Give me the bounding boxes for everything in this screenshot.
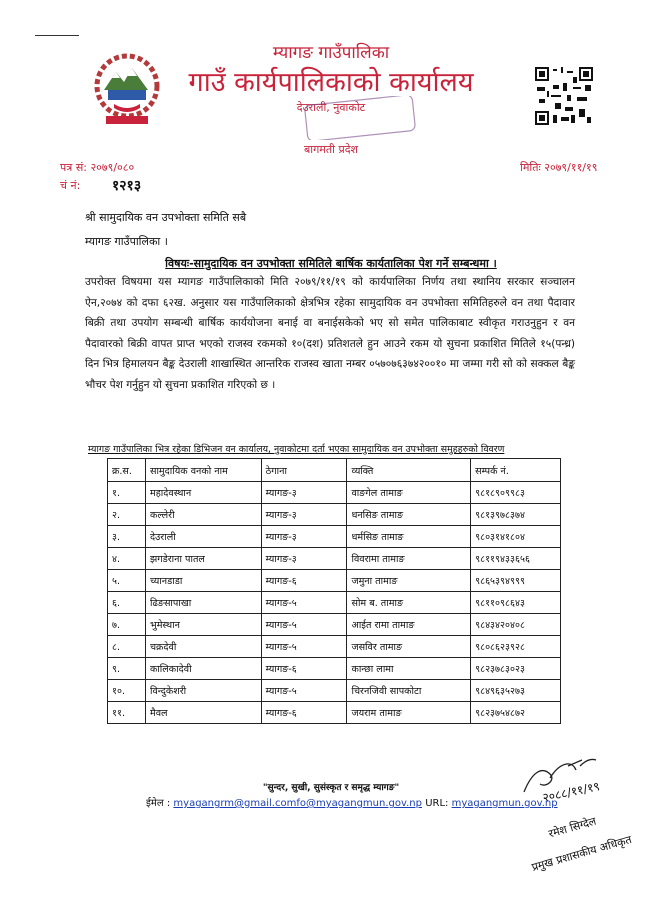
table-cell: ९८४३४२०४०८ [471,614,561,636]
table-header-row [108,459,561,482]
website-link[interactable]: myagangmun.gov.np [451,798,558,809]
contact-line [146,795,558,809]
table-cell: सोम ब. तामाङ [347,592,471,614]
table-cell: ढिङसापाखा [145,592,261,614]
table-cell: कान्छा लामा [347,658,471,680]
header-cell: व्यक्ति [347,459,471,482]
body-paragraph: उपरोक्त विषयमा यस म्यागङ गाउँपालिकाको मिति २०७९/११/१९ को कार्यपालिका निर्णय तथा स्थानिय सरकार सञ्चालन ऐन,२०७४ को दफा ६२ख. अनुसार यस गाउँपालिकाको क्षेत्रभित्र रहेका सामुदायिक वन उपभोक्ता समितिहरुले वन तथा पैदावार बिक्री तथा उपयोग सम्बन्धी बार्षिक कार्ययोजना बनाई वा बनाईसकेको भए सो समेत पालिकाबाट स्वीकृत गराउनुहुन र वन पैदावारको बिक्री वापत प्राप्त भएको राजस्व रकमको १०(दश) प्रतिशतले हुन आउने रकम यो सुचना प्रकाशित मितिले १५(पन्ध्र) दिन भित्र हिमालयन बैङ्क देउराली शाखास्थित आन्तरिक राजस्व खाता नम्बर ०५७०७६३७४२००१० मा जम्मा गरी सो को सक्कल बैङ्क भौचर पेश गर्नुहुन यो सुचना प्रकाशित गरिएको छ । [85,276,575,391]
subject-line: विषयः-सामुदायिक वन उपभोक्ता समितिले बार्षिक कार्यतालिका पेश गर्ने सम्बन्धमा । [165,257,497,270]
table-cell: ९८२३७५४८७२ [471,702,561,724]
table-cell: म्यागङ-५ [261,680,347,702]
municipality-name: म्यागङ गाउँपालिका [272,43,390,63]
table-row [108,526,561,548]
table-cell: झगडेराना पातल [145,548,261,570]
table-cell: ६. [108,592,146,614]
recipient-line-1: श्री सामुदायिक वन उपभोक्ता समिति सबै [85,211,247,224]
table-cell: आईत रामा तामाङ [347,614,471,636]
table-cell: ९८६५३९४९९९ [471,570,561,592]
signatory-title: प्रमुख प्रशासकीय अधिकृत [530,833,634,874]
recipient-line-2: म्यागङ गाउँपालिका । [85,235,168,248]
email-link[interactable]: myagangrm@gmail.comfo@myagangmun.gov.np [173,798,422,809]
table-cell: देउराली [145,526,261,548]
province-name: बागमती प्रदेश [303,143,359,156]
signatory-name: रमेश सिग्देल [547,814,598,841]
table-cell: धनसिङ तामाङ [347,504,471,526]
header-cell: क्र.स. [108,459,146,482]
table-row [108,702,561,724]
header-cell: सम्पर्क नं. [471,459,561,482]
table-cell: भुमेस्थान [145,614,261,636]
table-row [108,570,561,592]
table-cell: म्यागङ-५ [261,592,347,614]
table-cell: म्यागङ-५ [261,614,347,636]
table-cell: ९८२३७८३०२३ [471,658,561,680]
dispatch-label: चं नं: [60,179,81,192]
forest-group-table [107,458,561,724]
table-cell: ७. [108,614,146,636]
header-cell: ठेगाना [261,459,347,482]
table-row [108,482,561,504]
table-cell: कालिकादेवी [145,658,261,680]
table-cell: विन्दुकेशरी [145,680,261,702]
table-cell: म्यागङ-६ [261,702,347,724]
table-cell: २. [108,504,146,526]
margin-mark [35,35,79,36]
letter-date: मितिः २०७९/११/१९ [520,161,598,174]
table-cell: म्यागङ-६ [261,570,347,592]
table-cell: १. [108,482,146,504]
table-cell: चक्रदेवी [145,636,261,658]
table-cell: मैवल [145,702,261,724]
table-cell: ९८११९४३३६५६ [471,548,561,570]
table-cell: ४. [108,548,146,570]
dispatch-number: १२१३ [112,178,142,194]
table-cell: ८. [108,636,146,658]
table-cell: च्यानडाडा [145,570,261,592]
table-cell: धर्मसिङ तामाङ [347,526,471,548]
municipality-motto: "सुन्दर, सुखी, सुसंस्कृत र समृद्ध म्यागङ" [262,783,400,793]
table-row [108,504,561,526]
table-cell: चिरनजिवी सापकोटा [347,680,471,702]
table-cell: ११. [108,702,146,724]
letter-number: पत्र सं: २०७९/०८० [60,161,135,174]
table-cell: जसविर तामाङ [347,636,471,658]
email-label: ईमेल : [146,798,171,809]
table-row [108,680,561,702]
table-cell: ९८०३१४१८०४ [471,526,561,548]
table-cell: ५. [108,570,146,592]
table-cell: जयराम तामाङ [347,702,471,724]
table-row [108,636,561,658]
table-cell: ९. [108,658,146,680]
table-cell: म्यागङ-६ [261,658,347,680]
table-cell: म्यागङ-३ [261,504,347,526]
table-cell: म्यागङ-३ [261,548,347,570]
table-cell: विवरामा तामाङ [347,548,471,570]
table-cell: म्यागङ-५ [261,636,347,658]
table-row [108,548,561,570]
table-cell: ९८०८६२३९२८ [471,636,561,658]
qr-code-icon [535,67,593,125]
url-label: URL: [425,798,452,809]
signature-date: २०८८/११/१९ [541,779,601,805]
table-cell: वाङगेल तामाङ [347,482,471,504]
table-cell: १०. [108,680,146,702]
table-row [108,614,561,636]
table-cell: ९८११०९८६४३ [471,592,561,614]
table-cell: ९८४९६३५२७३ [471,680,561,702]
table-row [108,658,561,680]
table-cell: महादेवस्थान [145,482,261,504]
table-row [108,592,561,614]
table-cell: ९८१८९०९९८३ [471,482,561,504]
office-stamp [300,96,420,140]
table-cell: म्यागङ-३ [261,482,347,504]
table-cell: म्यागङ-३ [261,526,347,548]
table-cell: ९८१३९७८३७४ [471,504,561,526]
table-caption: म्यागङ गाउँपालिका भित्र रहेका डिभिजन वन कार्यालय, नुवाकोटमा दर्ता भएका सामुदायिक वन उपभोक्ता समुहहरुको विवरण [88,444,505,455]
table-cell: जमुना तामाङ [347,570,471,592]
table-cell: ३. [108,526,146,548]
office-title: गाउँ कार्यपालिकाको कार्यालय [188,67,474,98]
office-location: देउराली, नुवाकोट [296,101,366,114]
table-cell: कल्लेरी [145,504,261,526]
header-cell: सामुदायिक वनको नाम [145,459,261,482]
